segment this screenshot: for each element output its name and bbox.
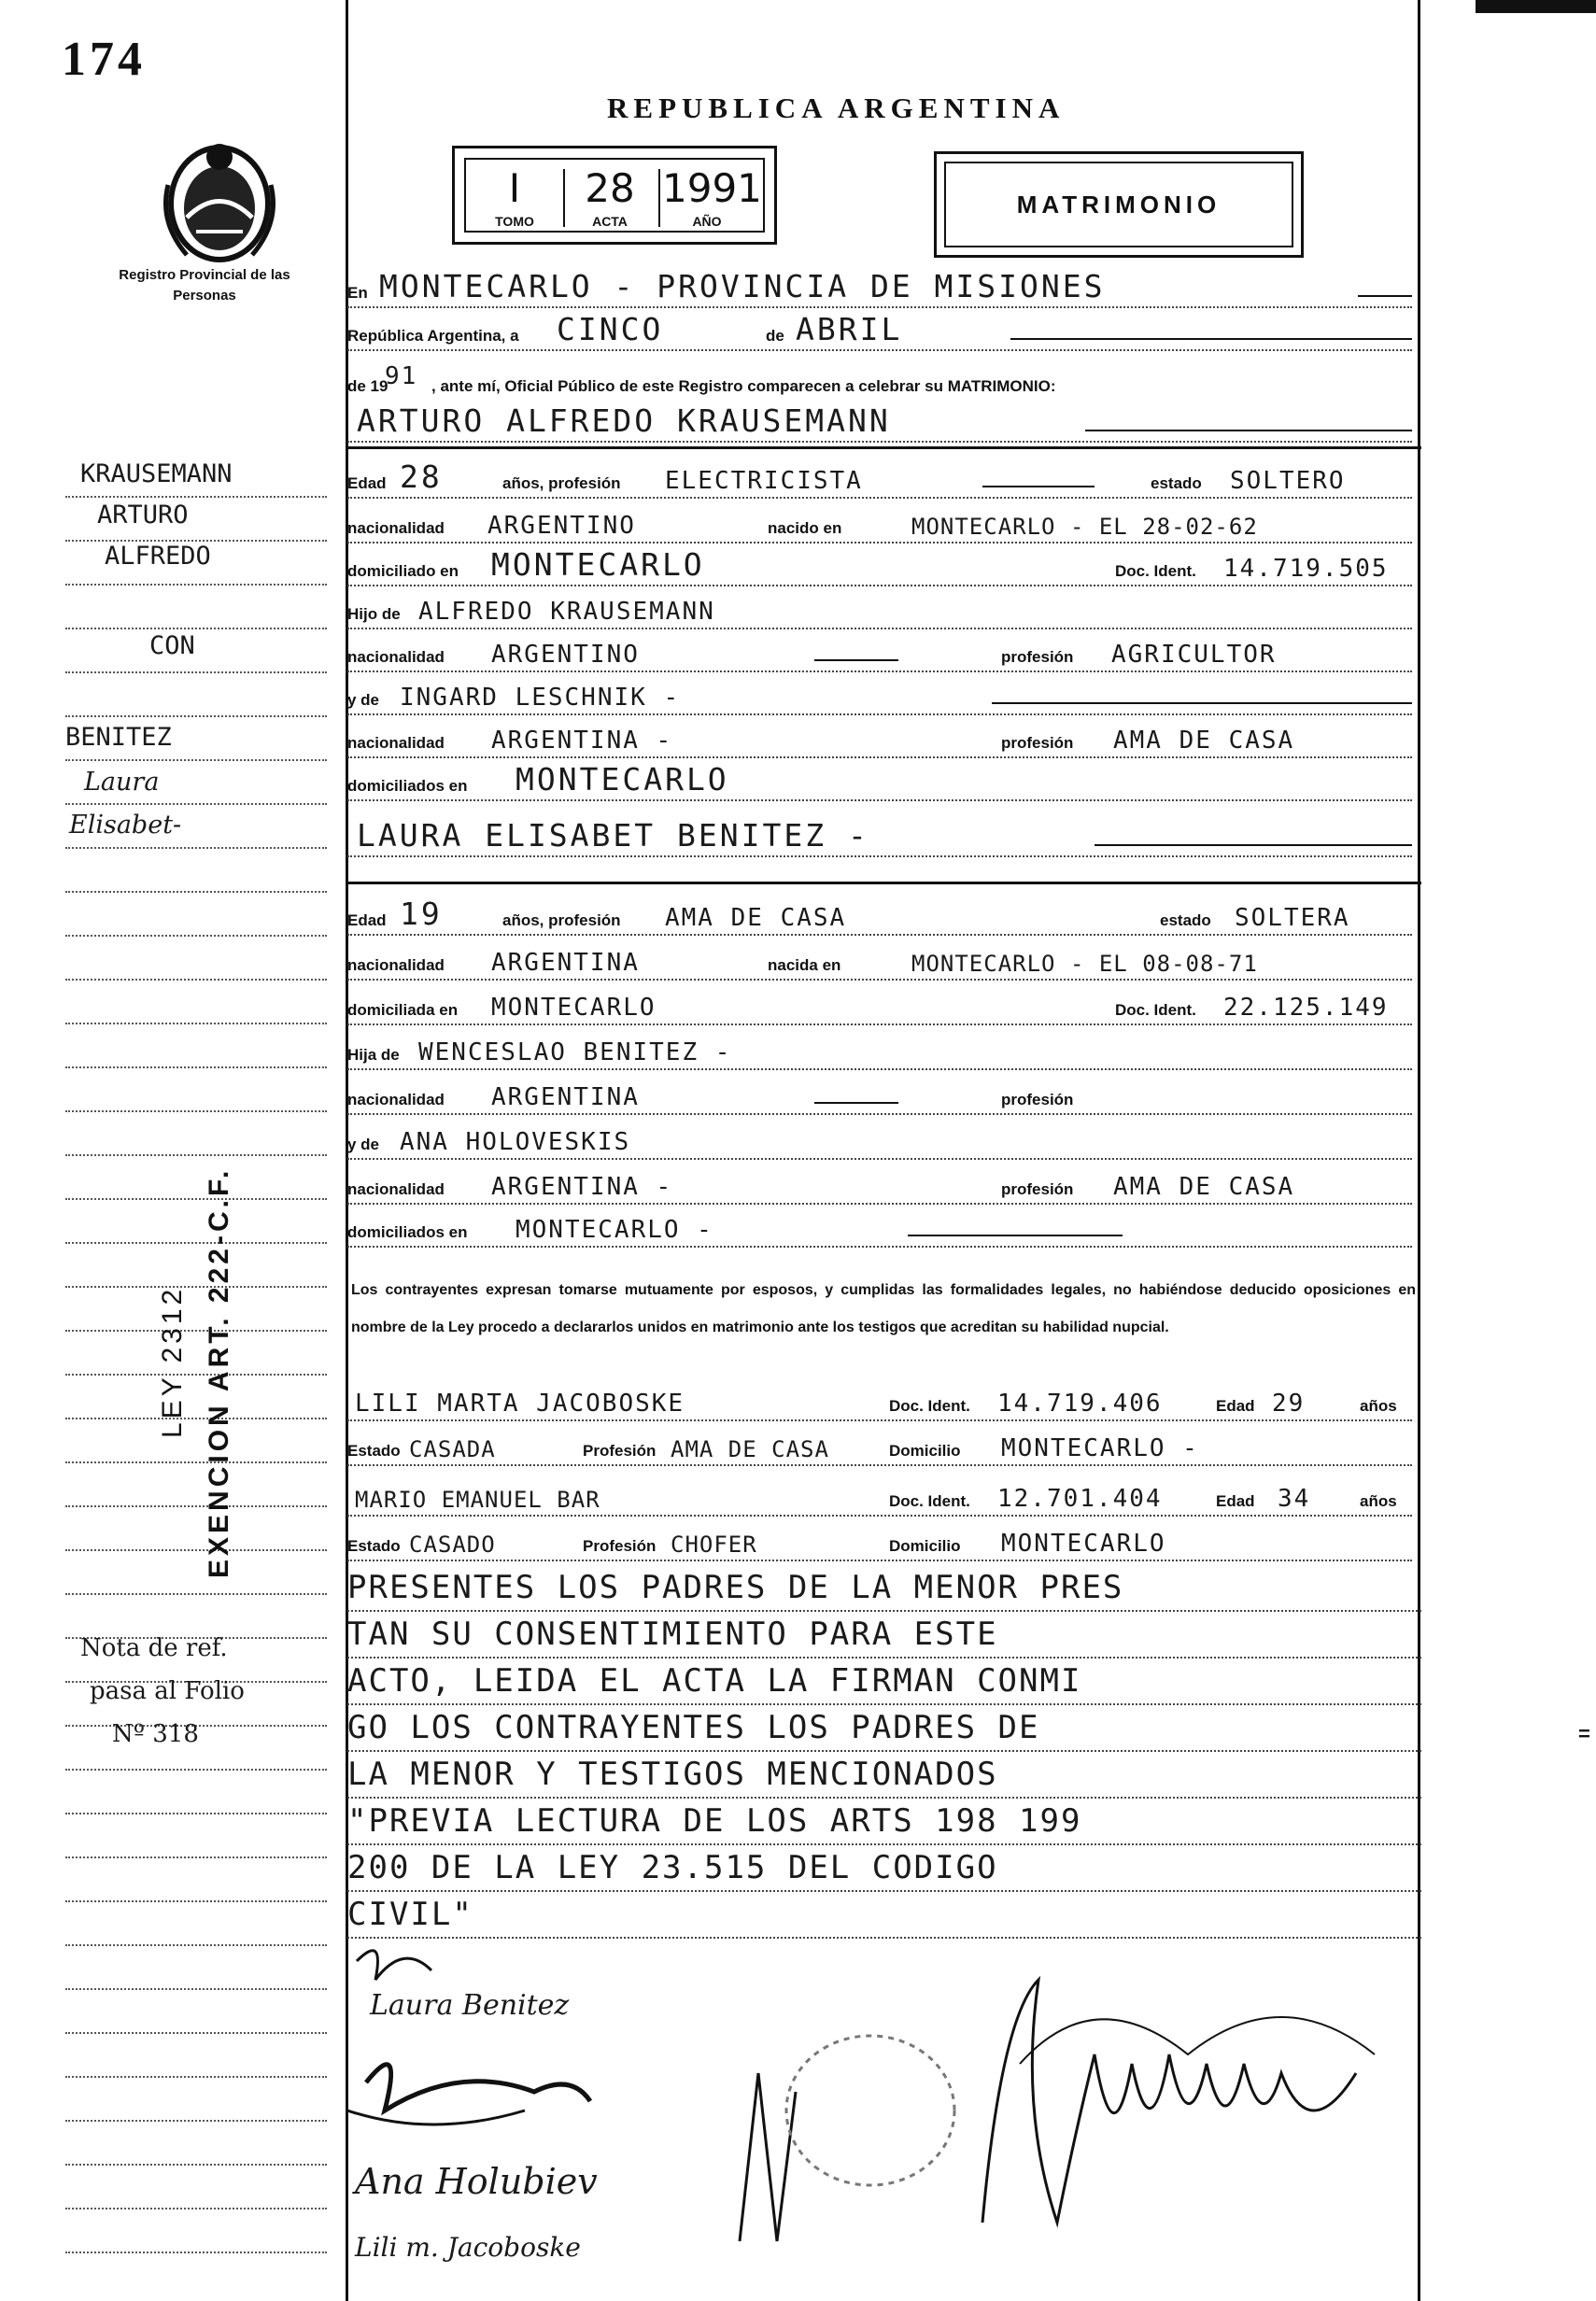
registry-name: Registro Provincial de las Personas [119, 267, 290, 304]
page-number: 174 [62, 33, 146, 86]
year-value: 91 [385, 362, 418, 390]
margin-con: CON [149, 631, 195, 660]
narrative-line: CIVIL" [347, 1892, 1421, 1939]
margin-guide-line [65, 627, 327, 629]
groom-nationality-row: nacionalidad ARGENTINO nacido en MONTECARLO - EL 28-02-62 [347, 504, 1412, 543]
margin-guide-line [65, 1987, 327, 1990]
bride-father-row: Hija de WENCESLAO BENITEZ - [347, 1031, 1412, 1070]
narrative-line: TAN SU CONSENTIMIENTO PARA ESTE [347, 1612, 1421, 1659]
groom-mother-row: y de INGARD LESCHNIK - [347, 676, 1412, 715]
place-value: MONTECARLO - PROVINCIA DE MISIONES [379, 268, 1106, 304]
witness-2-row: MARIO EMANUEL BAR Doc. Ident. 12.701.404 Edad 34 años [347, 1477, 1412, 1517]
declaration-text: Los contrayentes expresan tomarse mutuamente por esposos, y cumplidas las formalidades legales, no habiéndose deducido oposiciones en nombre de la Ley procedo a declararlos unidos en matrimonio ante los testigos que acreditan su habilidad nupcial. [351, 1282, 1416, 1335]
groom-father-row: Hijo de ALFREDO KRAUSEMANN [347, 590, 1412, 629]
margin-guide-line [65, 934, 327, 937]
margin-note-2: pasa al Folio [90, 1677, 245, 1705]
groom-section-line [347, 446, 1421, 449]
margin-guide-line [65, 1241, 327, 1244]
margin-guide-line [65, 1022, 327, 1024]
margin-groom-middle: ALFREDO [105, 542, 211, 571]
record-type-box [934, 151, 1304, 258]
bride-section-line [347, 882, 1421, 884]
narrative-line: ACTO, LEIDA EL ACTA LA FIRMAN CONMI [347, 1659, 1421, 1705]
acta-label: ACTA [592, 214, 628, 229]
record-type: MATRIMONIO [944, 162, 1293, 247]
month-value: ABRIL [796, 311, 903, 347]
groom-age-row: Edad 28 años, profesión ELECTRICISTA estado SOLTERO [347, 459, 1412, 499]
margin-guide-line [65, 1548, 327, 1551]
margin-guide-line [65, 2031, 327, 2034]
margin-groom-first: ARTURO [97, 501, 189, 529]
margin-guide-line [65, 714, 327, 717]
margin-guide-line [65, 583, 327, 586]
narrative-line: PRESENTES LOS PADRES DE LA MENOR PRES [347, 1565, 1421, 1612]
bride-name-row [347, 818, 1412, 857]
margin-guide-line [65, 1943, 327, 1946]
bride-domicile-row: domiciliada en MONTECARLO Doc. Ident. 22.125.149 [347, 986, 1412, 1025]
margin-guide-line [65, 1066, 327, 1068]
groom-name: ARTURO ALFREDO KRAUSEMANN [357, 402, 891, 439]
margin-groom-surname: KRAUSEMANN [80, 459, 233, 488]
coat-of-arms-icon [149, 129, 290, 269]
witness-1-row: LILI MARTA JACOBOSKE Doc. Ident. 14.719.406 Edad 29 años [347, 1382, 1412, 1421]
groom-parents-dom-row: domiciliados en MONTECARLO [347, 762, 1412, 801]
witness-1-details-row: Estado CASADA Profesión AMA DE CASA Domicilio MONTECARLO - [347, 1427, 1412, 1466]
country-title: REPUBLICA ARGENTINA [607, 92, 1066, 124]
intro-place-row: En MONTECARLO - PROVINCIA DE MISIONES [347, 269, 1412, 308]
margin-guide-line [65, 495, 327, 498]
margin-guide-line [65, 1373, 327, 1376]
margin-guide-line [65, 890, 327, 893]
bride-parents-dom-row: domiciliados en MONTECARLO - [347, 1208, 1412, 1248]
margin-guide-line [65, 2251, 327, 2253]
signature-bride: Laura Benitez [370, 1989, 570, 2022]
intro-date-row: República Argentina, a CINCO de ABRIL [347, 312, 1412, 351]
margin-guide-line [65, 1197, 327, 1200]
margin-ley-vertical: LEY 2312 [157, 1285, 188, 1438]
margin-guide-line [65, 1812, 327, 1814]
tomo-value: I [508, 165, 521, 211]
top-edge-mark [1476, 0, 1596, 13]
margin-guide-line [65, 978, 327, 981]
bride-mother-row: y de ANA HOLOVESKIS [347, 1121, 1412, 1160]
groom-mother-nat-row: nacionalidad ARGENTINA - profesión AMA DE CASA [347, 719, 1412, 758]
bride-nationality-row: nacionalidad ARGENTINA nacida en MONTECARLO - EL 08-08-71 [347, 941, 1412, 981]
margin-exencion-vertical: EXENCION ART. 222-C.F. [204, 1166, 234, 1578]
margin-bride-surname: BENITEZ [65, 723, 172, 752]
tomo-acta-ano-box [452, 146, 777, 245]
margin-guide-line [65, 1899, 327, 1902]
narrative-line: LA MENOR Y TESTIGOS MENCIONADOS [347, 1752, 1421, 1799]
margin-guide-line [65, 802, 327, 805]
margin-guide-line [65, 1417, 327, 1419]
margin-note-3: Nº 318 [112, 1720, 199, 1748]
groom-domicile-row: domiciliado en MONTECARLO Doc. Ident. 14.719.505 [347, 547, 1412, 586]
edge-mark: = [1578, 1722, 1590, 1745]
margin-note-1: Nota de ref. [80, 1634, 228, 1662]
margin-guide-line [65, 671, 327, 673]
acta-value: 28 [585, 165, 635, 211]
groom-father-nat-row: nacionalidad ARGENTINO profesión AGRICULTOR [347, 633, 1412, 672]
ano-label: AÑO [692, 214, 722, 229]
witness-2-details-row: Estado CASADO Profesión CHOFER Domicilio MONTECARLO [347, 1522, 1412, 1561]
bride-name: LAURA ELISABET BENITEZ - [357, 817, 869, 854]
bride-age-row: Edad 19 años, profesión AMA DE CASA estado SOLTERA [347, 896, 1412, 936]
margin-guide-line [65, 1329, 327, 1332]
signature-witness-2: Lili m. Jacoboske [355, 2232, 581, 2263]
margin-guide-line [65, 1285, 327, 1288]
margin-guide-line [65, 1153, 327, 1156]
margin-bride-first: Laura [84, 768, 160, 797]
narrative-line: 200 DE LA LEY 23.515 DEL CODIGO [347, 1845, 1421, 1892]
narrative-line: GO LOS CONTRAYENTES LOS PADRES DE [347, 1705, 1421, 1752]
margin-guide-line [65, 2119, 327, 2122]
margin-guide-line [65, 1856, 327, 1858]
margin-guide-line [65, 758, 327, 761]
bride-father-nat-row: nacionalidad ARGENTINA profesión [347, 1076, 1412, 1115]
margin-guide-line [65, 2075, 327, 2078]
margin-guide-line [65, 1592, 327, 1595]
margin-guide-line [65, 2207, 327, 2209]
narrative-block [347, 1565, 1421, 1939]
groom-name-row [347, 403, 1412, 443]
tomo-label: TOMO [495, 214, 534, 229]
bride-mother-nat-row: nacionalidad ARGENTINA - profesión AMA DE CASA [347, 1165, 1412, 1205]
margin-guide-line [65, 1768, 327, 1771]
margin-bride-middle: Elisabet- [69, 811, 182, 840]
ano-value: 1991 [662, 165, 762, 211]
intro-year-row: de 19 91 , ante mí, Oficial Público de este Registro comparecen a celebrar su MATRIMONIO: [347, 362, 1056, 395]
margin-guide-line [65, 1109, 327, 1112]
margin-guide-line [65, 846, 327, 849]
signature-witness-1: Ana Holubiev [355, 2161, 598, 2202]
margin-guide-line [65, 1504, 327, 1507]
narrative-line: "PREVIA LECTURA DE LOS ARTS 198 199 [347, 1799, 1421, 1845]
day-value: CINCO [557, 311, 664, 347]
margin-guide-line [65, 2163, 327, 2166]
margin-guide-line [65, 1461, 327, 1463]
